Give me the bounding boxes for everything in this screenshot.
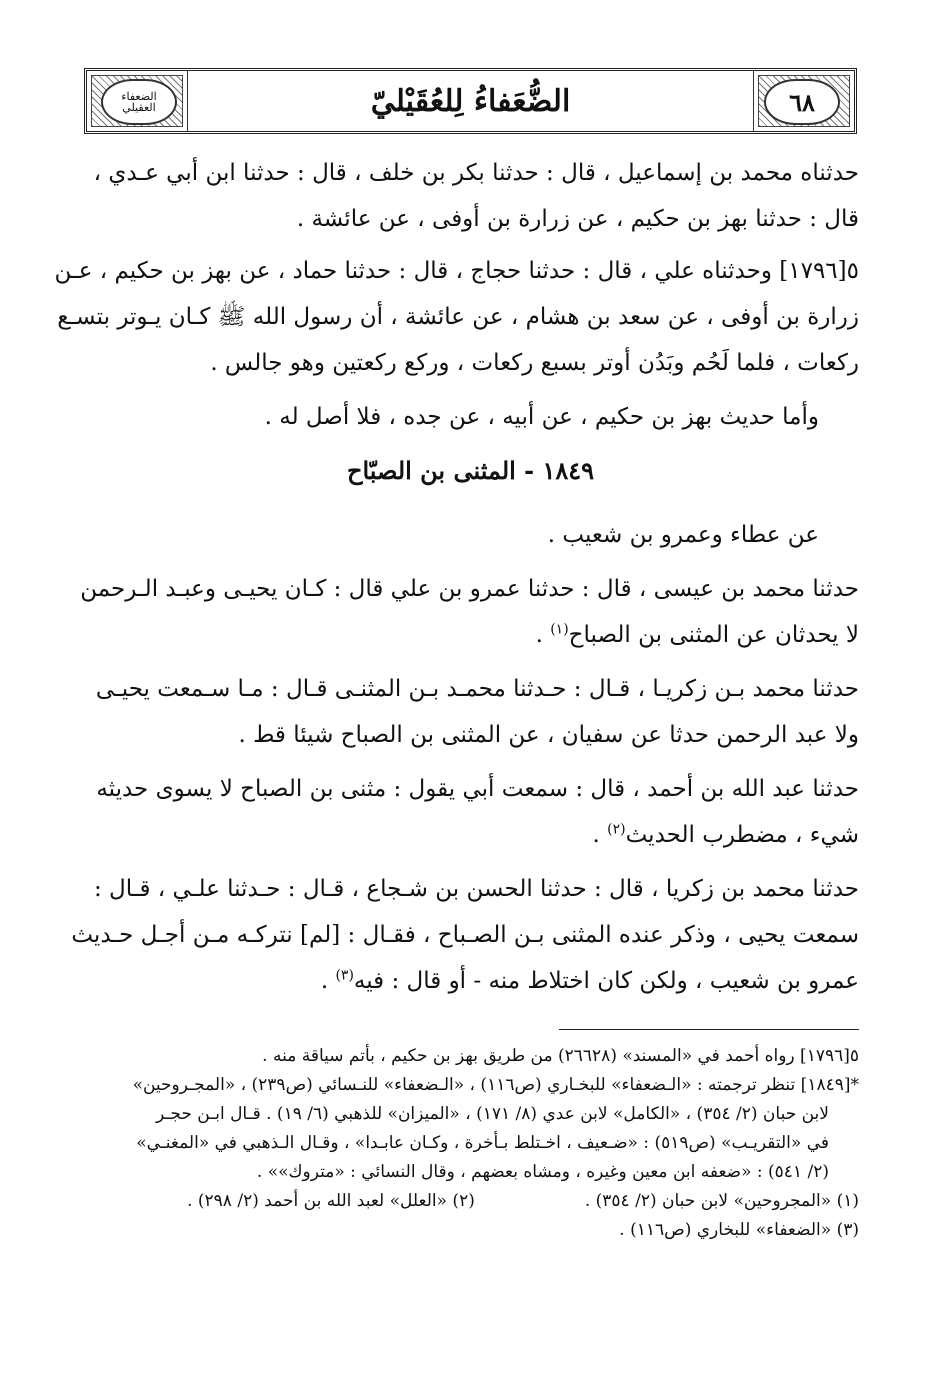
- page-header: [84, 68, 857, 134]
- text-line: حدثنا محمد بـن زكريـا ، قـال : حـدثنا محمـد بـن المثنـى قـال : مـا سـمعت يحيـى: [95, 676, 859, 702]
- entry-heading: ١٨٤٩ - المثنى بن الصبّاح: [346, 456, 595, 485]
- text-line: حدثناه محمد بن إسماعيل ، قال : حدثنا بكر بن خلف ، قال : حدثنا ابن أبي عـدي ،: [93, 160, 859, 186]
- text-line: ٥[١٧٩٦] وحدثناه علي ، قال : حدثنا حجاج ، قال : حدثنا حماد ، عن بهز بن حكيم ، عـن: [54, 258, 859, 284]
- text-line: حدثنا محمد بن زكريا ، قال : حدثنا الحسن بن شـجاع ، قـال : حـدثنا علـي ، قـال :: [93, 876, 859, 902]
- text-run: .: [592, 822, 608, 848]
- paragraph-3: [77, 394, 859, 440]
- text-run: عمرو بن شعيب ، ولكن كان اختلاط منه - أو قال : فيه: [353, 968, 859, 994]
- footnote-1849: *[١٨٤٩] تنظر ترجمته : «الـضعفاء» للبخـاري (ص١١٦) ، «الـضعفاء» للنـسائي (ص٢٣٩) ، «المجـروحين»: [132, 1075, 859, 1095]
- text-line: قال : حدثنا بهز بن حكيم ، عن زرارة بن أوفى ، عن عائشة .: [296, 206, 859, 232]
- footnote-2: (٢) «العلل» لعبد الله بن أحمد (٢/ ٢٩٨) .: [187, 1191, 475, 1211]
- footnote-1: (١) «المجروحين» لابن حبان (٢/ ٣٥٤) .: [584, 1191, 859, 1211]
- footnote-1849-cont: لابن حبان (٢/ ٣٥٤) ، «الكامل» لابن عدي (٨/ ١٧١) ، «الميزان» للذهبي (٦/ ١٩) . قـال ابـن حجـر: [156, 1104, 829, 1124]
- paragraph-1796: [54, 248, 859, 386]
- paragraph-7: [77, 766, 859, 858]
- footnote-1849-cont: في «التقريـب» (ص٥١٩) : «ضـعيف ، اخـتلط بـأخرة ، وكـان عابـدا» ، وقـال الـذهبي في «المغنـي»: [136, 1133, 829, 1153]
- text-line: سمعت يحيى ، وذكر عنده المثنى بـن الصـباح ، فقـال : [لم] نتركـه مـن أجـل حـديث: [71, 922, 859, 948]
- paragraph-8: [71, 866, 859, 1004]
- paragraph-4: [77, 512, 859, 558]
- text-line: ركعات ، فلما لَحُم وبَدُن أوتر بسبع ركعات ، وركع ركعتين وهو جالس .: [210, 350, 859, 376]
- text-line: عن عطاء وعمرو بن شعيب .: [547, 522, 819, 548]
- text-run: .: [320, 968, 336, 994]
- text-line: [77, 612, 859, 658]
- text-line: وأما حديث بهز بن حكيم ، عن أبيه ، عن جده ، فلا أصل له .: [264, 404, 819, 430]
- footnote-row: [77, 1187, 859, 1216]
- footnote-ref-1: (١): [550, 621, 569, 638]
- text-line: زرارة بن أوفى ، عن سعد بن هشام ، عن عائشة ، أن رسول الله ﷺ كـان يـوتر بتسـع: [57, 304, 859, 330]
- footnote-1796: ٥[١٧٩٦] رواه أحمد في «المسند» (٢٦٦٢٨) من طريق بهز بن حكيم ، بأتم سياقة منه .: [262, 1046, 859, 1066]
- header-emblem: الضعفاء العقيلي: [101, 79, 177, 125]
- page-number: ٦٨: [764, 79, 840, 125]
- paragraph-6: [77, 666, 859, 758]
- text-line: حدثنا عبد الله بن أحمد ، قال : سمعت أبي يقول : مثنى بن الصباح لا يسوى حديثه: [96, 776, 859, 802]
- book-title: الضُّعَفاءُ لِلعُقَيْليّ: [370, 83, 571, 119]
- footnote-ref-2: (٢): [607, 821, 626, 838]
- text-run: شيء ، مضطرب الحديث: [625, 822, 859, 848]
- text-line: ولا عبد الرحمن حدثا عن سفيان ، عن المثنى بن الصباح شيئا قط .: [238, 722, 859, 748]
- footnotes: [77, 1042, 859, 1245]
- text-run: .: [535, 622, 551, 648]
- text-line: [77, 812, 859, 858]
- text-run: لا يحدثان عن المثنى بن الصباح: [568, 622, 859, 648]
- paragraph-5: [77, 566, 859, 658]
- text-line: حدثنا محمد بن عيسى ، قال : حدثنا عمرو بن علي قال : كـان يحيـى وعبـد الـرحمن: [80, 576, 859, 602]
- footnote-divider: [559, 1029, 859, 1030]
- footnote-3: (٣) «الضعفاء» للبخاري (ص١١٦) .: [619, 1220, 859, 1240]
- footnote-1849-cont: (٢/ ٥٤١) : «ضعفه ابن معين وغيره ، ومشاه بعضهم ، وقال النسائي : «متروك»» .: [256, 1162, 829, 1182]
- footnote-ref-3: (٣): [335, 967, 354, 984]
- paragraph-1: [77, 150, 859, 242]
- text-line: [77, 958, 859, 1004]
